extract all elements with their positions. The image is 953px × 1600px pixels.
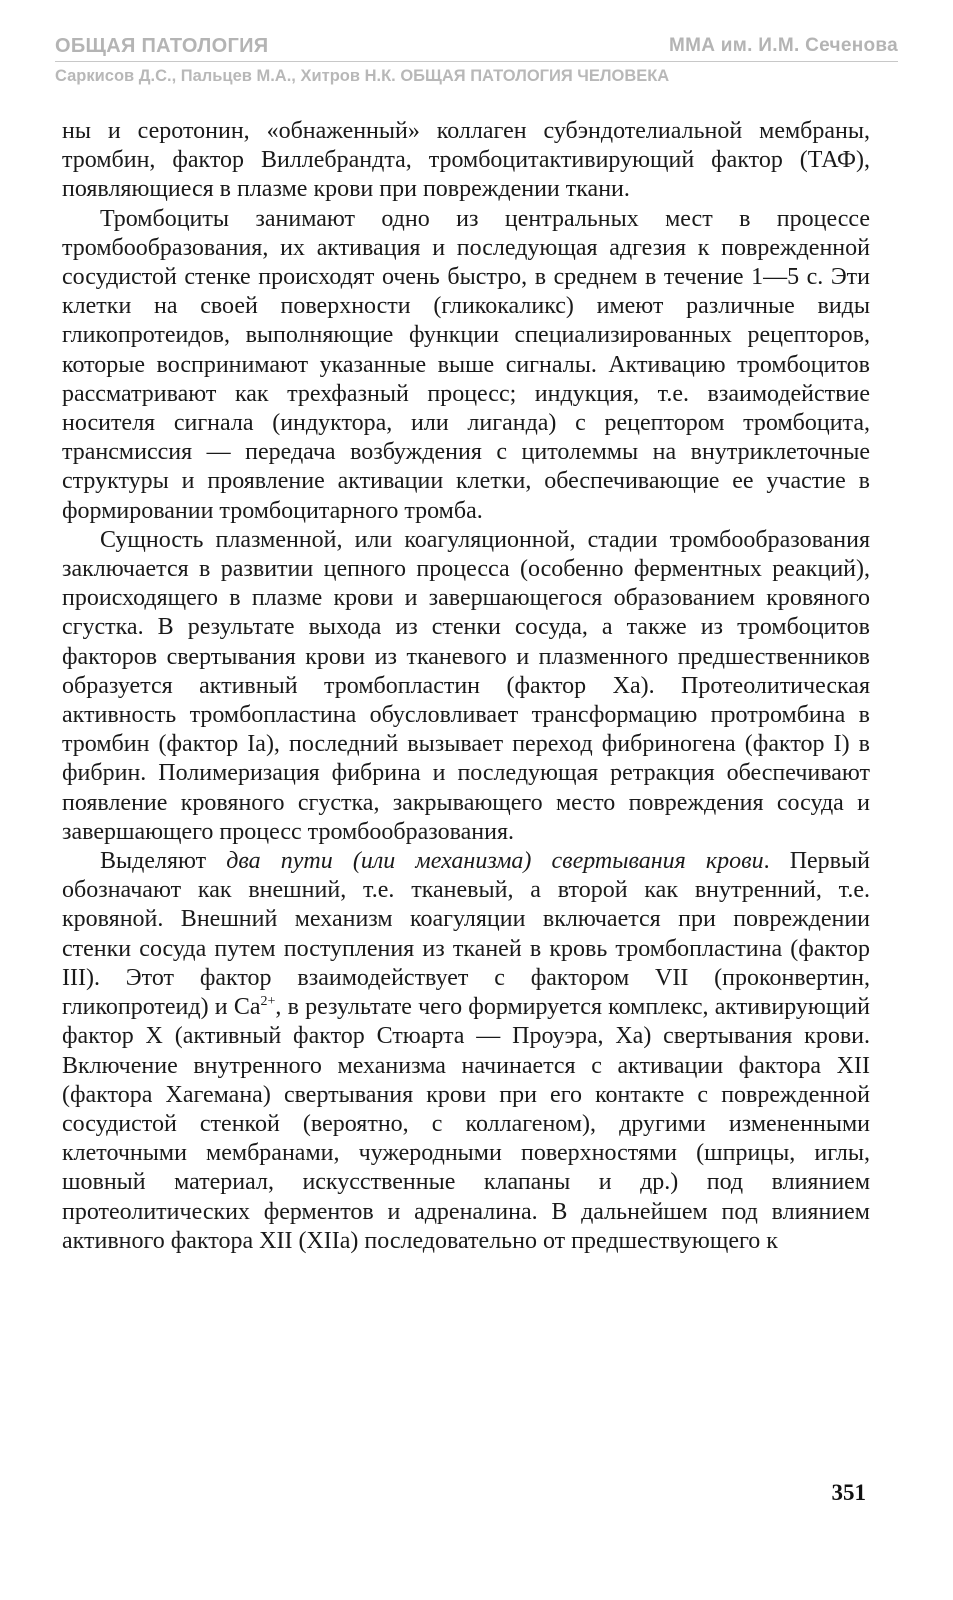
paragraph-platelets: Тромбоциты занимают одно из центральных мест в процессе тромбообразования, их активация и последующая адгезия к поврежденной сосудистой стенке происходят очень быстро, в среднем в течение 1—5 с. Эти клетки на своей поверхности (гликокаликс) имеют различные виды гликопротеидов, выполняющие функции специализированных рецепторов, которые воспринимают указанные выше сигналы. Активацию тромбоцитов рассматривают как трехфазный процесс; индукция, т.е. взаимодействие носителя сигнала (индуктора, или лиганда) с рецептором тромбоцита, трансмиссия — передача возбуждения с цитолеммы на внутриклеточные структуры и проявление активации клетки, обеспечивающие ее участие в формировании тромбоцитарного тромба. [62,205,870,524]
text-run: , в результате чего формируется комплекс, активирующий фактор X (активный фактор Стюарта — Проуэра, Ха) свертывания крови. Включение внутренного механизма начинается с активации фактора XII (фактора Хагемана) свертывания крови при его контакте с поврежденной сосудистой стенкой (вероятно, с коллагеном), другими измененными клеточными мембранами, чужеродными поверхностями (шприцы, иглы, шовный материал, искусственные клапаны и др.) под влиянием протеолитических ферментов и адреналина. В дальнейшем под влиянием активного фактора XII (XIIa) последовательно от предшествующего к [62,994,870,1254]
running-header [55,32,898,60]
italic-emphasis: два пути (или механизма) свертывания крови [226,848,764,875]
paragraph-continued: ны и серотонин, «обнаженный» коллаген субэндотелиальной мембраны, тромбин, фактор Виллебрандта, тромбоцитактивирующий фактор (ТАФ), появляющиеся в плазме крови при повреждении ткани. [62,118,870,203]
header-institution: ММА им. И.М. Сеченова [668,35,898,56]
header-section-title: ОБЩАЯ ПАТОЛОГИЯ [55,35,269,57]
header-divider [55,61,898,62]
paragraph-plasma-stage: Сущность плазменной, или коагуляционной, стадии тромбообразования заключается в развитии цепного процесса (особенно ферментных реакций), происходящего в плазме крови и завершающегося образованием кровяного сгустка. В результате выхода из стенки сосуда, а также из тромбоцитов факторов свертывания крови из тканевого и плазменного предшественников образуется активный тромбопластин (фактор Ха). Протеолитическая активность тромбопластина обусловливает трансформацию протромбина в тромбин (фактор Iа), последний вызывает переход фибриногена (фактор I) в фибрин. Полимеризация фибрина и последующая ретракция обеспечивают появление кровяного сгустка, закрывающего место повреждения сосуда и завершающего процесс тромбообразования. [62,526,870,845]
page-number: 351 [831,1480,866,1505]
header-book-citation: Саркисов Д.С., Пальцев М.А., Хитров Н.К. ОБЩАЯ ПАТОЛОГИЯ ЧЕЛОВЕКА [55,67,670,85]
paragraph-coagulation-paths [62,847,870,1256]
superscript: 2+ [260,994,276,1010]
text-run: Выделяют [100,848,227,875]
body-text [62,117,870,1256]
text-run: . Первый обозначают как внешний, т.е. тканевый, а второй как внутренний, т.е. кровяной. Внешний механизм коагуляции включается при повреждении стенки сосуда путем поступления из тканей в кровь тромбопластина (фактор III). Этот фактор взаимодействует с фактором VII (проконвертин, гликопротеид) и Са [62,848,870,1021]
